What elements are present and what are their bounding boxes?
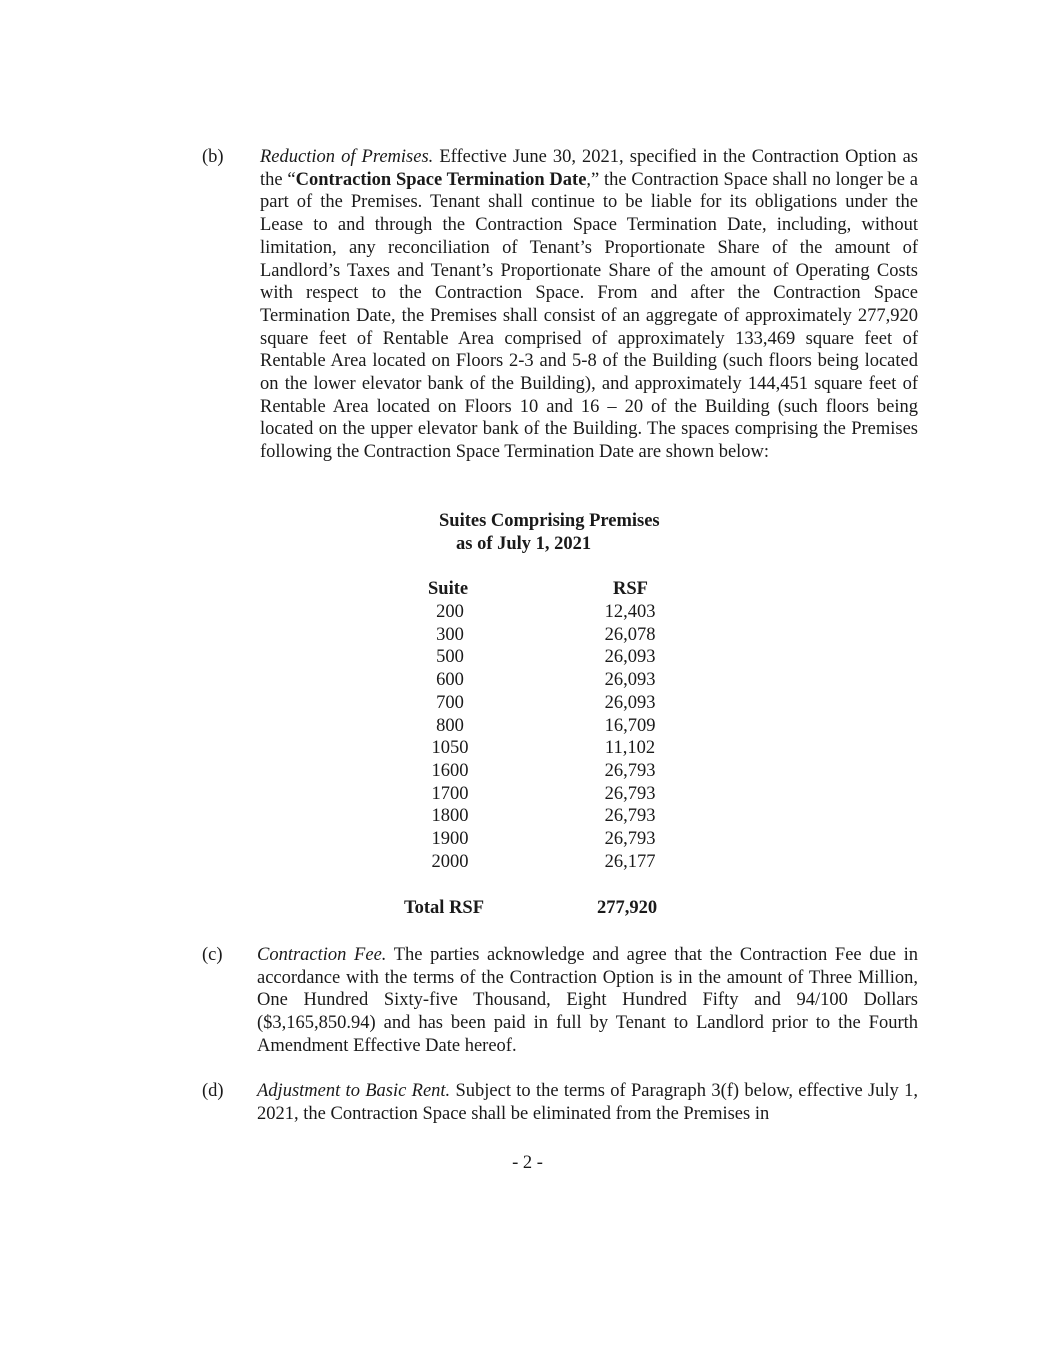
suite-cell: 1600 xyxy=(431,761,469,781)
suite-cell: 300 xyxy=(436,625,464,645)
paragraph-d xyxy=(202,1080,918,1125)
table-row xyxy=(0,806,1055,829)
paragraph-b-text-2: ,” the Contraction Space shall no longer be a part of the Premises. Tenant shall continue to be liable for its obligations under the Lease to and through the Contraction Space Termination Date, including, without limitation, any reconciliation of Tenant’s Proportionate Share of the amount of Landlord’s Taxes and Tenant’s Proportionate Share of the amount of Operating Costs with respect to the Contraction Space. From and after the Contraction Space Termination Date, the Premises shall consist of an aggregate of approximately 277,920 square feet of Rentable Area comprised of approximately 133,469 square feet of Rentable Area located on Floors 2-3 and 5-8 of the Building (such floors being located on the lower elevator bank of the Building), and approximately 144,451 square feet of Rentable Area located on Floors 10 and 16 – 20 of the Building (such floors being located on the upper elevator bank of the Building. The spaces comprising the Premises following the Contraction Space Termination Date are shown below: xyxy=(260,169,919,463)
rsf-cell: 12,403 xyxy=(604,602,656,622)
paragraph-b-body xyxy=(260,146,918,464)
rsf-cell: 26,793 xyxy=(604,761,656,781)
paragraph-c xyxy=(202,944,918,1058)
table-title-line-1: Suites Comprising Premises xyxy=(439,511,660,531)
column-header-suite: Suite xyxy=(428,579,469,599)
paragraph-d-title: Adjustment to Basic Rent. xyxy=(257,1081,451,1101)
paragraph-d-label: (d) xyxy=(202,1081,224,1101)
suite-cell: 1700 xyxy=(431,784,469,804)
table-row xyxy=(0,647,1055,670)
suite-cell: 1800 xyxy=(431,806,469,826)
rsf-cell: 26,793 xyxy=(604,784,656,804)
rsf-cell: 26,177 xyxy=(604,852,656,872)
column-header-rsf: RSF xyxy=(613,579,648,599)
suite-cell: 2000 xyxy=(431,852,469,872)
suite-cell: 1050 xyxy=(431,738,469,758)
paragraph-b-text-1: Effective June 30, 2021, specified in the Contraction Option as the “ xyxy=(260,147,918,190)
table-row xyxy=(0,693,1055,716)
table-row xyxy=(0,784,1055,807)
paragraph-c-text: The parties acknowledge and agree that the Contraction Fee due in accordance with the terms of the Contraction Option is in the amount of Three Million, One Hundred Sixty-five Thousand, Eight Hundred Fifty and 94/100 Dollars ($3,165,850.94) and has been paid in full by Tenant to Landlord prior to the Fourth Amendment Effective Date hereof. xyxy=(257,945,918,1056)
paragraph-c-body xyxy=(257,944,918,1058)
table-row xyxy=(0,670,1055,693)
rsf-cell: 26,093 xyxy=(604,693,656,713)
rsf-cell: 26,078 xyxy=(604,625,656,645)
suite-cell: 1900 xyxy=(431,829,469,849)
table-row xyxy=(0,829,1055,852)
suite-cell: 700 xyxy=(436,693,464,713)
paragraph-b xyxy=(202,146,918,464)
rsf-cell: 16,709 xyxy=(604,716,656,736)
table-row xyxy=(0,738,1055,761)
rsf-cell: 26,793 xyxy=(604,806,656,826)
paragraph-c-label: (c) xyxy=(202,945,223,965)
suite-cell: 800 xyxy=(436,716,464,736)
table-row xyxy=(0,716,1055,739)
paragraph-d-body xyxy=(257,1080,918,1125)
suite-cell: 600 xyxy=(436,670,464,690)
page-number: - 2 - xyxy=(512,1153,543,1173)
paragraph-b-title: Reduction of Premises. xyxy=(260,147,434,167)
total-label: Total RSF xyxy=(404,898,485,918)
total-value: 277,920 xyxy=(597,898,658,918)
paragraph-b-defined-term: Contraction Space Termination Date xyxy=(295,169,587,190)
table-title-line-2: as of July 1, 2021 xyxy=(456,534,592,554)
rsf-cell: 26,793 xyxy=(604,829,656,849)
table-row xyxy=(0,852,1055,875)
rsf-cell: 26,093 xyxy=(604,670,656,690)
table-row xyxy=(0,625,1055,648)
table-row xyxy=(0,602,1055,625)
paragraph-d-text: Subject to the terms of Paragraph 3(f) below, effective July 1, 2021, the Contraction Space shall be eliminated from the Premises in xyxy=(257,1081,918,1124)
rsf-cell: 26,093 xyxy=(604,647,656,667)
paragraph-c-title: Contraction Fee. xyxy=(257,945,387,965)
suite-cell: 200 xyxy=(436,602,464,622)
table-row xyxy=(0,761,1055,784)
suite-cell: 500 xyxy=(436,647,464,667)
rsf-cell: 11,102 xyxy=(604,738,656,758)
paragraph-b-label: (b) xyxy=(202,147,224,167)
